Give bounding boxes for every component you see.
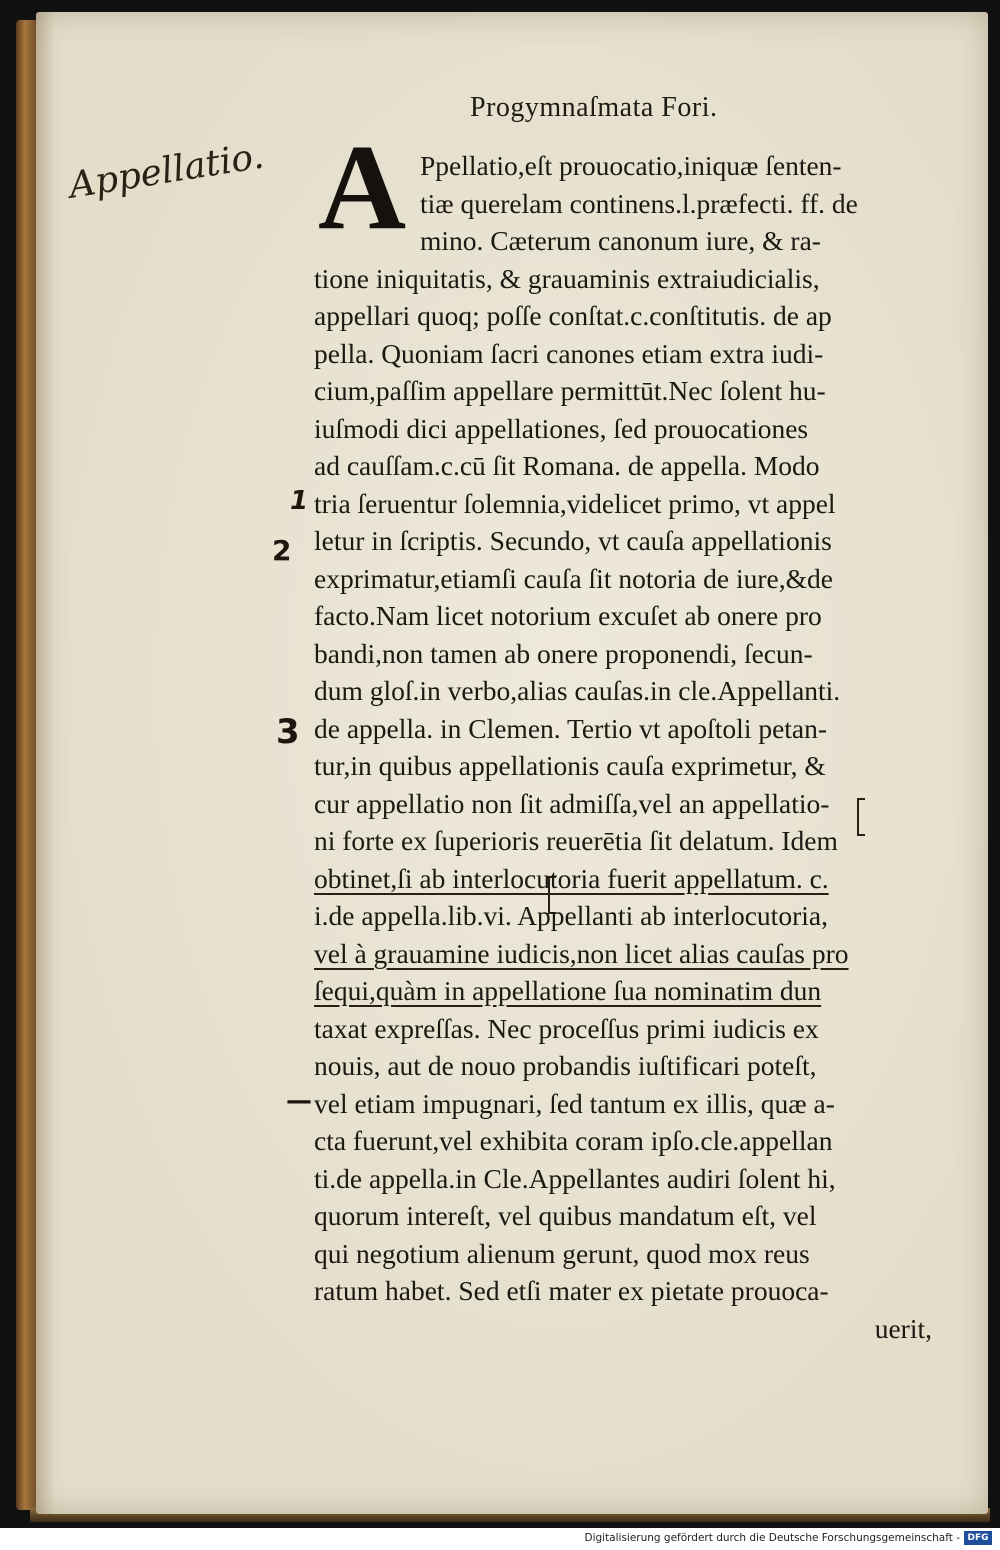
text-line: facto.Nam licet notorium excuſet ab onere pro: [314, 600, 822, 631]
text-line: qui negotium alienum gerunt, quod mox reus: [314, 1237, 810, 1269]
margin-mark-2: 2: [272, 534, 292, 567]
text-line: appellari quoq; poſſe conſtat.c.conſtitutis. de ap: [314, 300, 832, 331]
text-line: exprimatur,etiamſi cauſa ſit notoria de iure,&de: [314, 562, 833, 594]
dfg-logo-icon[interactable]: DFG: [964, 1531, 992, 1545]
margin-mark-dash: —: [286, 1086, 312, 1116]
page-edge-left: [16, 20, 38, 1510]
text-line: pella. Quoniam ſacri canones etiam extra iudi-: [314, 337, 824, 369]
text-line: mino. Cæterum canonum iure, & ra-: [420, 225, 821, 256]
handwritten-marginal-note: Appellatio.: [66, 135, 267, 207]
margin-mark-1: 1: [290, 486, 309, 516]
text-line: taxat expreſſas. Nec proceſſus primi iudicis ex: [314, 1012, 819, 1044]
text-line: ni forte ex ſuperioris reuerētia ſit delatum. Idem: [314, 825, 838, 856]
margin-mark-3: 3: [276, 712, 300, 752]
text-line: i.de appella.lib.vi. Appellanti ab interlocutoria,: [314, 900, 828, 931]
text-line-underlined: ſequi,quàm in appellatione ſua nominatim dun: [314, 975, 822, 1006]
text-line: ti.de appella.in Cle.Appellantes audiri ſolent hi,: [314, 1162, 836, 1194]
footer-credit: Digitalisierung gefördert durch die Deutsche Forschungsgemeinschaft -: [584, 1532, 960, 1544]
text-line: iuſmodi dici appellationes, ſed prouocationes: [314, 412, 809, 444]
text-line: ad cauſſam.c.cū ſit Romana. de appella. Modo: [314, 450, 820, 481]
text-line: tione iniquitatis, & grauaminis extraiudicialis,: [314, 262, 820, 294]
text-line-underlined: vel à grauamine iudicis,non licet alias cauſas pro: [314, 937, 849, 969]
catchword: uerit,: [874, 1312, 932, 1344]
running-head: Progymnaſmata Fori.: [470, 92, 718, 123]
text-line: cium,paſſim appellare permittūt.Nec ſolent hu-: [314, 375, 826, 406]
text-line: vel etiam impugnari, ſed tantum ex illis, quæ a-: [314, 1087, 835, 1119]
text-line: cta fuerunt,vel exhibita coram ipſo.cle.appellan: [314, 1125, 833, 1156]
text-line: tur,in quibus appellationis cauſa exprimetur, &: [314, 750, 826, 781]
text-line: tria ſeruentur ſolemnia,videlicet primo, vt appel: [314, 487, 836, 519]
text-line: letur in ſcriptis. Secundo, vt cauſa appellationis: [314, 525, 832, 556]
text-line: dum gloſ.in verbo,alias cauſas.in cle.Appellanti.: [314, 675, 841, 706]
text-line: nouis, aut de nouo probandis iuſtificari poteſt,: [314, 1050, 817, 1081]
text-line: Ppellatio,eſt prouocatio,iniquæ ſenten-: [420, 150, 842, 181]
text-line: bandi,non tamen ab onere proponendi, ſecun-: [314, 637, 813, 669]
text-line: ratum habet. Sed etſi mater ex pietate prouoca-: [314, 1275, 829, 1306]
text-line: cur appellatio non ſit admiſſa,vel an appellatio-: [314, 787, 830, 819]
text-line: tiæ querelam continens.l.præfecti. ff. de: [420, 187, 858, 219]
body-text: [314, 147, 944, 1347]
text-line: de appella. in Clemen. Tertio vt apoſtoli petan-: [314, 712, 828, 744]
drop-cap: A: [318, 120, 407, 255]
text-line-underlined: obtinet,ſi ab interlocutoria fuerit appellatum. c.: [314, 862, 829, 894]
text-line: quorum intereſt, vel quibus mandatum eſt, vel: [314, 1200, 817, 1231]
